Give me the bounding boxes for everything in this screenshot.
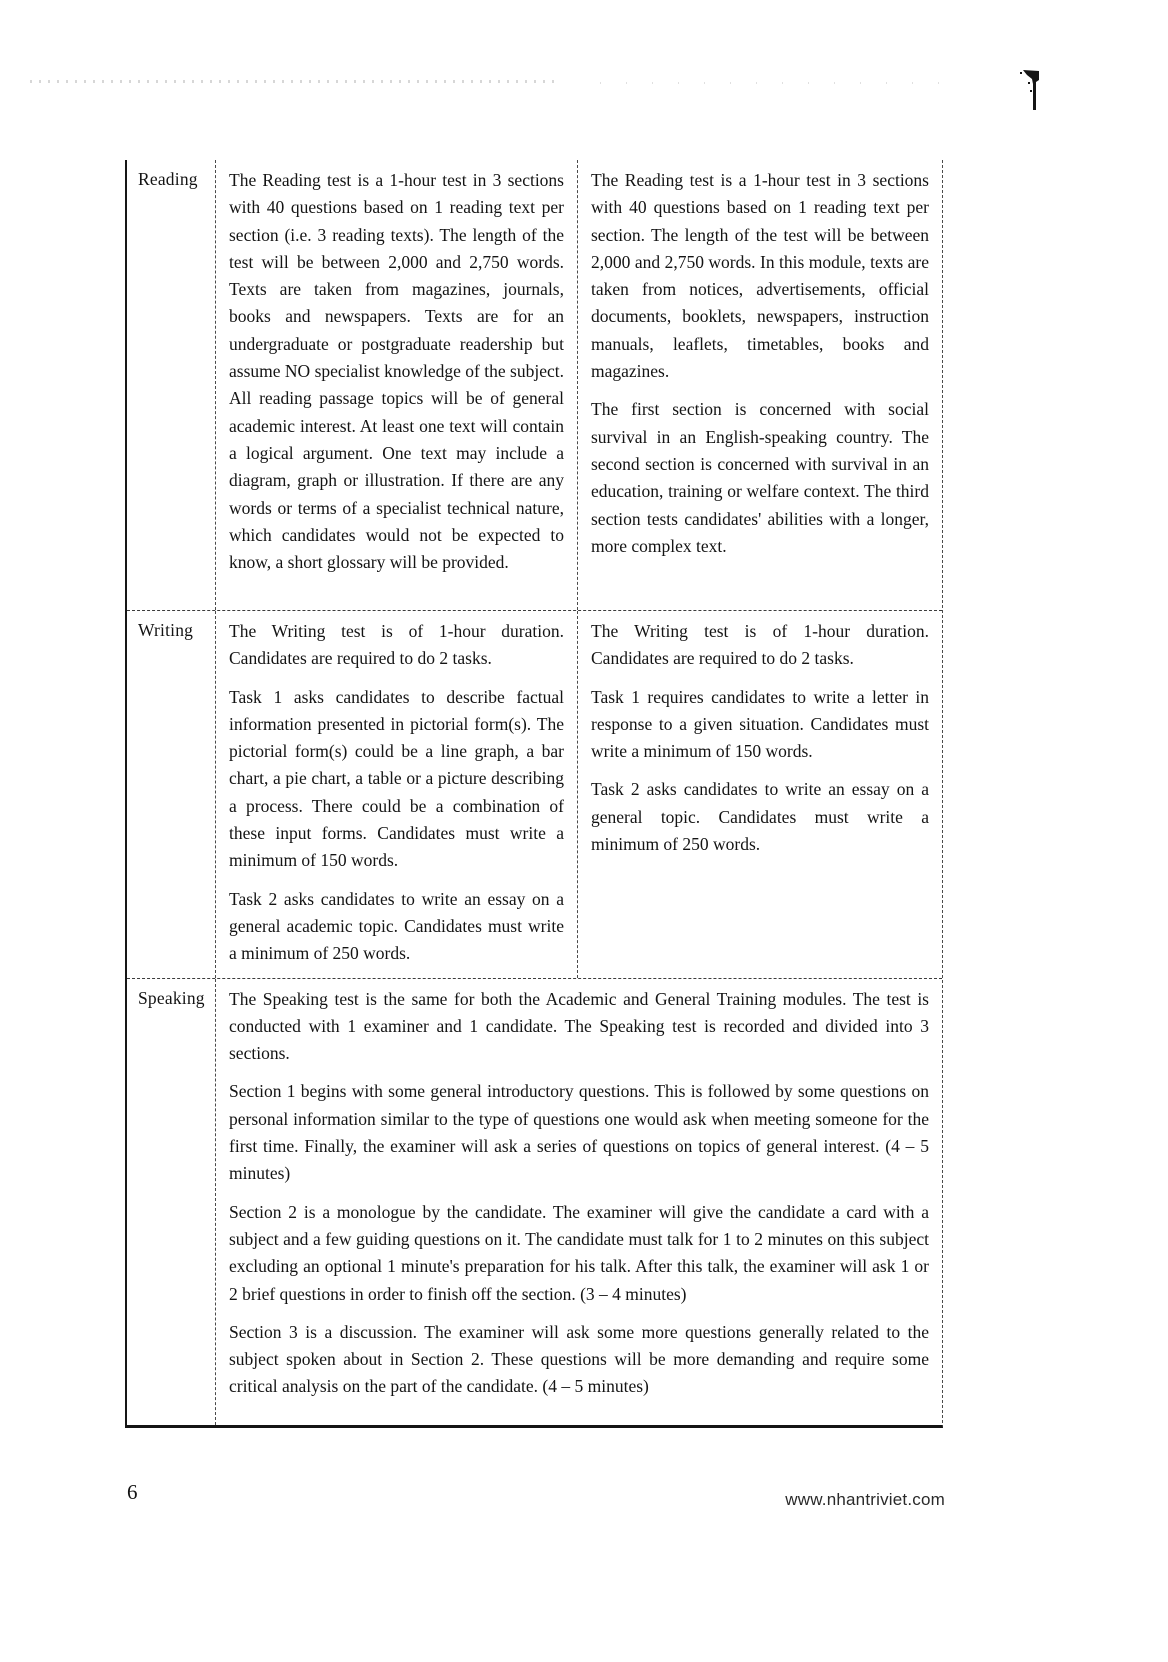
paragraph: Section 3 is a discussion. The examiner will ask some more questions generally related to the subject spoken about in Section 2. These questions will be more demanding and require some critical analysis on the part of the candidate. (4 – 5 minutes): [229, 1321, 929, 1397]
speaking-cell: [216, 979, 942, 1425]
writing-general-cell: [578, 611, 942, 978]
page-number: 6: [127, 1480, 138, 1504]
scan-noise-artifact: [600, 82, 950, 84]
test-modules-table: [125, 160, 943, 1428]
corner-scan-artifact: [1014, 70, 1040, 112]
paragraph: The Reading test is a 1-hour test in 3 sections with 40 questions based on 1 reading text per section. The length of the test will be between 2,000 and 2,750 words. In this module, texts are taken from notices, advertisements, official documents, booklets, newspapers, instruction manuals, leaflets, timetables, books and magazines.: [591, 170, 929, 382]
paragraph: Task 1 requires candidates to write a letter in response to a given situation. Candidates must write a minimum of 150 words.: [591, 686, 929, 762]
row-label-text: Reading: [138, 169, 198, 189]
table-row-reading: [127, 160, 942, 610]
writing-academic-cell: [216, 611, 578, 978]
paragraph: The Speaking test is the same for both the Academic and General Training modules. The test is conducted with 1 examiner and 1 candidate. The Speaking test is recorded and divided into 3 sections.: [229, 988, 929, 1064]
paragraph: Task 2 asks candidates to write an essay on a general topic. Candidates must write a minimum of 250 words.: [591, 779, 929, 855]
table-row-writing: [127, 610, 942, 978]
reading-academic-cell: [216, 160, 578, 610]
row-label-speaking: [127, 979, 216, 1425]
paragraph: Task 1 asks candidates to describe factual information presented in pictorial form(s). The pictorial form(s) could be a line graph, a bar chart, a pie chart, a table or a picture describing a process. There could be a combination of these input forms. Candidates must write a minimum of 150 words.: [229, 686, 564, 871]
paragraph: The first section is concerned with social survival in an English-speaking country. The second section is concerned with survival in an education, training or welfare context. The third section tests candidates' abilities with a longer, more complex text.: [591, 399, 929, 556]
publisher-website: www.nhantriviet.com: [785, 1490, 945, 1509]
reading-general-cell: [578, 160, 942, 610]
scan-noise-artifact: [30, 80, 560, 83]
row-label-text: Speaking: [138, 987, 205, 1008]
paragraph: Task 2 asks candidates to write an essay on a general academic topic. Candidates must write a minimum of 250 words.: [229, 888, 564, 964]
row-label-reading: [127, 160, 216, 610]
paragraph: Section 1 begins with some general introductory questions. This is followed by some questions on personal information similar to the type of questions one would ask when meeting someone for the first time. Finally, the examiner will ask a series of questions on topics of general interest. (4 – 5 minutes): [229, 1081, 929, 1184]
paragraph: The Writing test is of 1-hour duration. Candidates are required to do 2 tasks.: [591, 621, 929, 669]
paragraph: The Reading test is a 1-hour test in 3 sections with 40 questions based on 1 reading text per section (i.e. 3 reading texts). The length of the test will be between 2,000 and 2,750 words. Texts are taken from magazines, journals, books and newspapers. Texts are for an undergraduate or postgraduate readership but assume NO specialist knowledge of the subject. All reading passage topics will be of general academic interest. At least one text will contain a logical argument. One text may include a diagram, graph or illustration. If there are any words or terms of a specialist technical nature, which candidates would not be expected to know, a short glossary will be provided.: [229, 170, 564, 573]
row-label-writing: [127, 611, 216, 978]
paragraph: Section 2 is a monologue by the candidate. The examiner will give the candidate a card with a subject and a few guiding questions on it. The candidate must talk for 1 to 2 minutes on this subject excluding an optional 1 minute's preparation for his talk. After this talk, the examiner will ask 1 or 2 brief questions in order to finish off the section. (3 – 4 minutes): [229, 1201, 929, 1304]
row-label-text: Writing: [138, 620, 194, 640]
paragraph: The Writing test is of 1-hour duration. Candidates are required to do 2 tasks.: [229, 621, 564, 669]
table-row-speaking: [127, 978, 942, 1425]
